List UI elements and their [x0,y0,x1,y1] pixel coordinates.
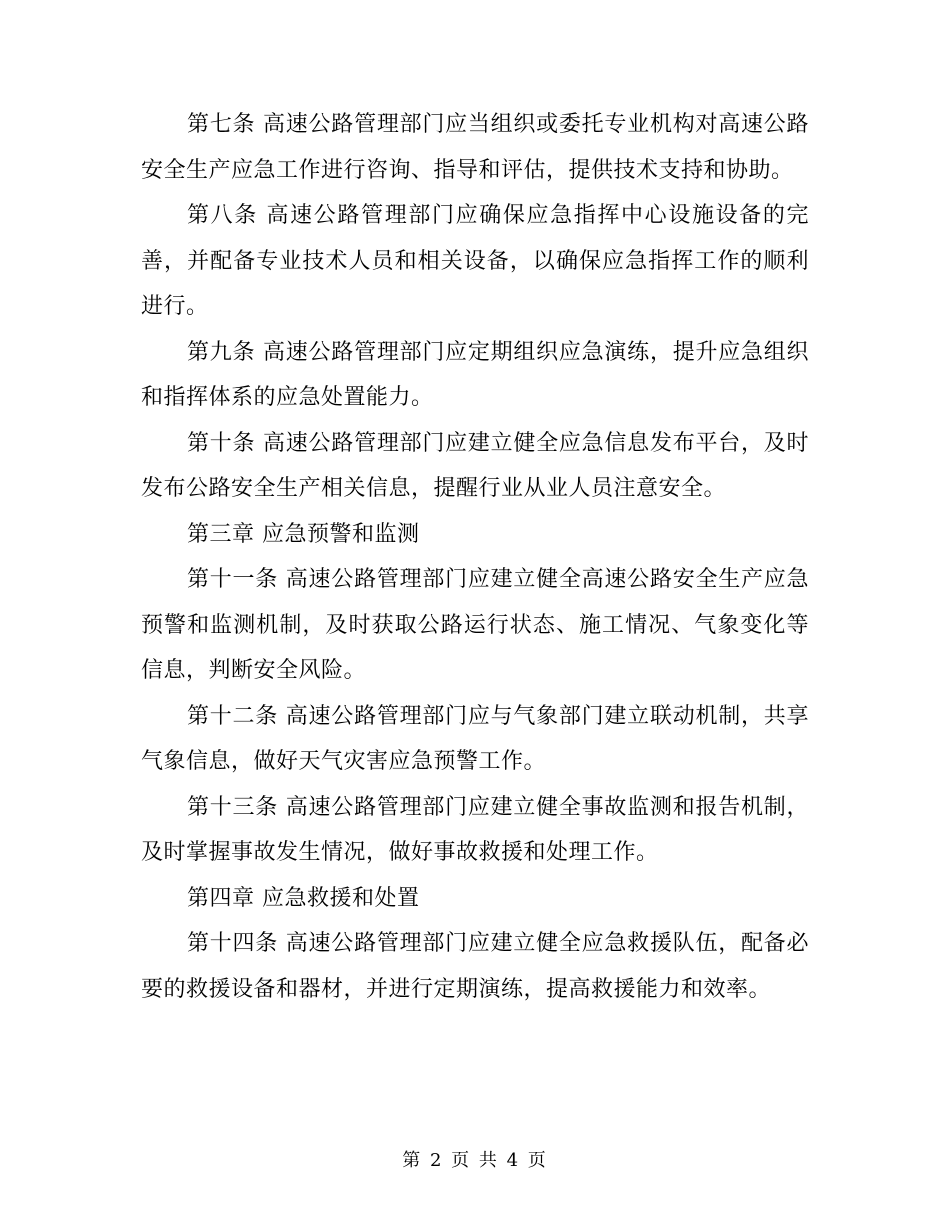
article-13: 第十三条 高速公路管理部门应建立健全事故监测和报告机制，及时掌握事故发生情况，做好事故救援和处理工作。 [141,794,809,865]
article-8: 第八条 高速公路管理部门应确保应急指挥中心设施设备的完善，并配备专业技术人员和相关设备，以确保应急指挥工作的顺利进行。 [141,203,809,319]
article-11: 第十一条 高速公路管理部门应建立健全高速公路安全生产应急预警和监测机制，及时获取公路运行状态、施工情况、气象变化等信息，判断安全风险。 [141,567,809,683]
page-number: 第 2 页 共 4 页 [402,1150,548,1171]
chapter-3-heading: 第三章 应急预警和监测 [187,521,420,547]
article-7: 第七条 高速公路管理部门应当组织或委托专业机构对高速公路安全生产应急工作进行咨询、指导和评估，提供技术支持和协助。 [141,112,809,183]
article-14: 第十四条 高速公路管理部门应建立健全应急救援队伍，配备必要的救援设备和器材，并进行定期演练，提高救援能力和效率。 [141,931,809,1002]
chapter-4-heading: 第四章 应急救援和处置 [187,885,420,911]
article-12: 第十二条 高速公路管理部门应与气象部门建立联动机制，共享气象信息，做好天气灾害应急预警工作。 [141,703,809,774]
document-body [141,102,809,1012]
article-9: 第九条 高速公路管理部门应定期组织应急演练，提升应急组织和指挥体系的应急处置能力。 [141,339,809,410]
article-10: 第十条 高速公路管理部门应建立健全应急信息发布平台，及时发布公路安全生产相关信息，提醒行业从业人员注意安全。 [141,430,809,501]
page-footer [0,1146,950,1172]
